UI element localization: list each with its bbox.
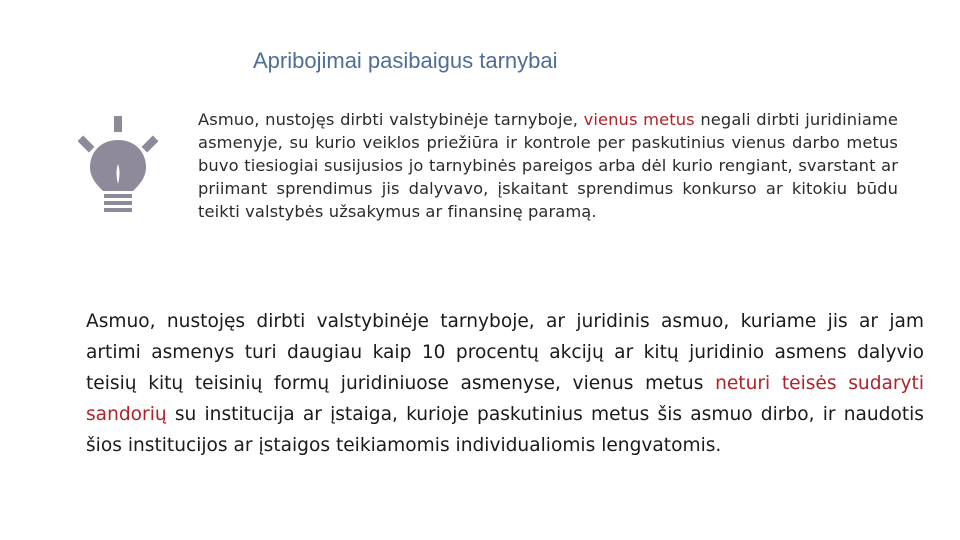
paragraph2-text-start: Asmuo, nustojęs dirbti valstybinėje tarnyboje, ar juridinis asmuo, kuriame jis ar jam artimi asmenys turi daugiau kaip 10 procentų akcijų ar kitų juridinio asmens dalyvio teisių kitų teisinių formų juridiniuose asmenyse, vienus metus [86, 311, 924, 394]
slide-title: Apribojimai pasibaigus tarnybai [253, 48, 558, 73]
paragraph-post-service-employment [198, 108, 898, 223]
paragraph-transaction-restriction [86, 306, 924, 461]
lightbulb-icon [78, 114, 158, 218]
paragraph1-highlight: vienus metus [583, 110, 695, 129]
paragraph1-text-start: Asmuo, nustojęs dirbti valstybinėje tarnyboje, [198, 110, 584, 129]
paragraph2-text-end: su institucija ar įstaiga, kurioje paskutinius metus šis asmuo dirbo, ir naudotis šios institucijos ar įstaigos teikiamomis individualiomis lengvatomis. [86, 404, 924, 456]
paragraph2-highlight: neturi teisės sudaryti sandorių [86, 373, 924, 425]
paragraph1-text-end: negali dirbti juridiniame asmenyje, su kurio veiklos priežiūra ir kontrole per paskutinius vienus darbo metus buvo tiesiogiai susijusios jo tarnybinės pareigos arba dėl kurio rengiant, svarstant ar priimant sprendimus jis dalyvavo, įskaitant sprendimus konkurso ar kitokiu būdu teikti valstybės užsakymus ar finansinę paramą. [198, 110, 899, 221]
